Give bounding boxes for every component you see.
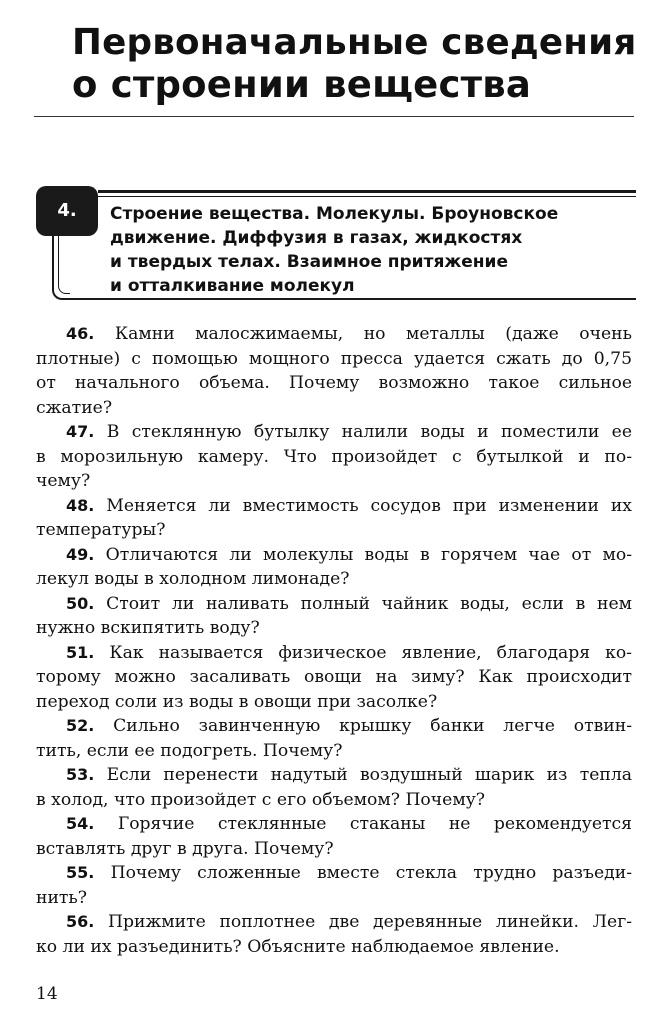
problem-46 (36, 322, 632, 420)
problem-54 (36, 812, 632, 861)
problem-line: ко ли их разъединить? Объясните наблюдаемое явление. (36, 936, 560, 957)
problem-49 (36, 543, 632, 592)
problem-line: 53. Если перенести надутый воздушный шарик из тепла (66, 765, 632, 785)
problem-51 (36, 641, 632, 715)
problem-line: 48. Меняется ли вместимость сосудов при изменении их (66, 495, 632, 516)
chapter-title-line: о строении вещества (72, 63, 532, 106)
chapter-title (72, 22, 642, 106)
problem-number: 51. (66, 642, 95, 662)
section-number-badge: 4. (36, 186, 98, 236)
problem-line: 46. Камни малосжимаемы, но металлы (даже очень (66, 324, 632, 344)
problem-line: сжатие? (36, 397, 113, 418)
section-frame-top-thin (98, 196, 636, 197)
problem-50 (36, 592, 632, 641)
problem-line: 51. Как называется физическое явление, благодаря ко- (66, 642, 632, 663)
section-title-line: Строение вещества. Молекулы. Броуновское (110, 204, 559, 224)
section-frame-bracket-inner (58, 232, 70, 294)
page-number: 14 (36, 984, 58, 1004)
section-title-line: и отталкивание молекул (110, 276, 355, 296)
problem-number: 55. (66, 863, 95, 882)
problem-number: 56. (66, 912, 95, 931)
problem-number: 53. (66, 765, 95, 784)
problem-line: температуры? (36, 520, 166, 540)
problem-52 (36, 714, 632, 763)
problem-line: чему? (36, 471, 91, 491)
problem-line: 49. Отличаются ли молекулы воды в горячем чае от мо- (66, 544, 633, 565)
problem-line: торому можно засаливать овощи на зиму? Как происходит (36, 667, 632, 687)
problem-line: плотные) с помощью мощного пресса удается сжать до 0,75 (36, 348, 632, 369)
problem-line: от начального объема. Почему возможно такое сильное (36, 373, 632, 393)
problem-list (36, 322, 632, 959)
problem-line: 52. Сильно завинченную крышку банки легче отвин- (66, 716, 632, 736)
problem-line: в морозильную камеру. Что произойдет с бутылкой и по- (36, 446, 632, 467)
problem-line: 56. Прижмите поплотнее две деревянные линейки. Лег- (66, 912, 633, 932)
problem-number: 46. (66, 324, 95, 343)
problem-line: в холод, что произойдет с его объемом? Почему? (36, 789, 486, 810)
section-title-line: и твердых телах. Взаимное притяжение (110, 252, 508, 272)
section-header (36, 186, 636, 304)
problem-line: 54. Горячие стеклянные стаканы не рекомендуется (66, 814, 633, 834)
problem-53 (36, 763, 632, 812)
chapter-title-line: Первоначальные сведения (72, 22, 637, 63)
problem-line: 55. Почему сложенные вместе стекла трудно разъеди- (66, 863, 632, 883)
section-frame-top (98, 190, 636, 193)
problem-line: вставлять друг в друга. Почему? (36, 838, 334, 859)
problem-number: 54. (66, 814, 95, 833)
section-title (110, 202, 610, 298)
title-divider (34, 116, 634, 117)
problem-line: нить? (36, 887, 87, 908)
problem-line: тить, если ее подогреть. Почему? (36, 740, 343, 761)
problem-line: 47. В стеклянную бутылку налили воды и поместили ее (66, 422, 632, 442)
problem-number: 49. (66, 544, 95, 564)
problem-47 (36, 420, 632, 494)
section-title-line: движение. Диффузия в газах, жидкостях (110, 228, 523, 248)
problem-48 (36, 494, 632, 543)
problem-line: нужно вскипятить воду? (36, 618, 260, 638)
problem-number: 50. (66, 593, 95, 613)
problem-55 (36, 861, 632, 910)
problem-line: лекул воды в холодном лимонаде? (36, 569, 350, 589)
problem-number: 47. (66, 422, 95, 441)
problem-56 (36, 910, 632, 959)
problem-line: переход соли из воды в овощи при засолке? (36, 691, 438, 712)
problem-number: 48. (66, 495, 95, 515)
problem-line: 50. Стоит ли наливать полный чайник воды, если в нем (66, 593, 632, 614)
problem-number: 52. (66, 716, 95, 735)
